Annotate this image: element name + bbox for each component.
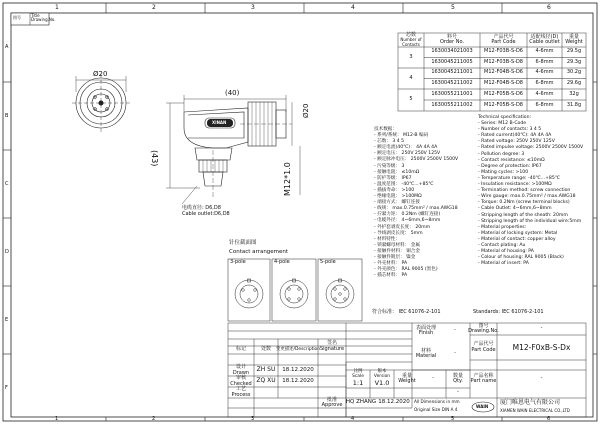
spec-line: - 接触电阻： ≤10mΩ [374, 169, 420, 175]
table-row-part: M12-F05B-S-D8 [484, 101, 523, 108]
pin-label-4-pole: 4-pole [274, 259, 290, 265]
part-name-label-en: Part name [470, 378, 497, 384]
zone-label-bottom-4: 4 [351, 416, 355, 422]
spec-line: - Degree of protection: IP67 [478, 163, 542, 169]
header-contacts-en: Number of Contacts [400, 37, 422, 47]
table-row-weight: 29.3g [566, 58, 582, 65]
spec-line: - Rated current(40℃): 4A 4A 4A [478, 133, 552, 139]
header-weight-cn: 重量 [568, 33, 579, 40]
header-order-no [424, 33, 480, 47]
drawn-date: 18.12.2020 [282, 366, 314, 373]
header-order-no-en: Order No. [439, 39, 465, 45]
thread-dim: M12*1.0 [283, 162, 292, 196]
spec-line: - Material of locking system: Metal [478, 230, 558, 236]
spec-line: - Series: M12 B-Code [478, 121, 527, 127]
zone-label-top-4: 4 [351, 4, 355, 11]
spec-cn-block [374, 127, 458, 279]
height-dim: (43) [150, 150, 159, 167]
process-label [228, 387, 254, 398]
spec-line: - Material of housing: PA [478, 249, 534, 255]
spec-line: - Stripping length of the individual wire:5mm [478, 218, 582, 224]
corner-title-label-cn: 图号 [13, 15, 21, 20]
zone-label-top-3: 3 [251, 4, 255, 11]
rev-mark-header: 标记 [235, 346, 246, 353]
header-contacts-cn: 芯数 [405, 32, 416, 39]
header-contacts [398, 33, 424, 47]
checked-label-cn: 审核 [235, 375, 246, 382]
table-row-weight: 30.2g [566, 69, 582, 76]
qty-label [446, 370, 470, 388]
part-name-label-cn: 产品名称 [473, 372, 494, 379]
version-label [370, 370, 394, 379]
table-row-order: 1630055211001 [431, 90, 473, 97]
spec-line: - Cable Outlet: 4~6mm,6~8mm [478, 206, 552, 212]
pin-arrangement-title: Contact arrangement [229, 249, 289, 255]
table-row-order: 1630034021003 [431, 48, 473, 55]
version-label-en: Version [373, 373, 391, 379]
contacts-group-3: 3 [409, 53, 413, 60]
qty-label-en: Qty. [453, 378, 463, 384]
table-row-cable: 4-6mm [535, 48, 554, 55]
scale-label-cn: 比例 [353, 368, 363, 374]
front-diameter-dim: Ø20 [93, 70, 108, 78]
brand-mark: XINAN [212, 120, 227, 125]
drawn-label-en: Drawn [232, 369, 250, 376]
weight-label-cn: 重量 [401, 372, 412, 379]
pin-arrangement-title-cn: 针位截面图 [229, 240, 257, 246]
spec-line: - Colour of housing: RAL 9005 (Black) [478, 255, 564, 261]
spec-line: - 外壳颜色： RAL 9005 (黑色) [374, 267, 438, 273]
header-part-code-cn: 产品代号 [493, 33, 514, 40]
pin-diagrams [228, 259, 362, 321]
approve-name: HQ ZHANG [345, 399, 377, 406]
spec-line: - Material of insert: PA [478, 261, 529, 267]
spec-line: - 拧紧力矩： 0.2Nm (螺钉连接) [374, 212, 441, 218]
table-row-cable: 4-6mm [535, 69, 554, 76]
zone-label-top-2: 2 [152, 4, 156, 11]
pin-label-3-pole: 3-pole [230, 259, 246, 265]
side-letter-a: A [5, 44, 9, 50]
approve-date: 18.12.2020 [378, 399, 410, 406]
spec-line: - 污染等级： 3 [374, 163, 405, 169]
spec-cn-heading: 技术数据： [374, 127, 397, 132]
table-row-cable: 6-8mm [535, 58, 554, 65]
spec-line: - Pollution degree: 3 [478, 151, 525, 157]
material-label-cn: 材料 [420, 347, 431, 354]
qty-value: - [457, 389, 459, 396]
rev-signature-cn: 签名 [326, 340, 337, 347]
side-letter-e: E [5, 317, 9, 323]
table-row-order: 1630045211001 [431, 69, 473, 76]
spec-line: - Termination method: screw connection [478, 188, 571, 194]
side-view [166, 95, 300, 204]
spec-line: - 额定脉冲电压： 2500V 2500V 1500V [374, 157, 459, 163]
material-label [412, 346, 440, 362]
spec-line: - 接触件镀层： 镍金 [374, 254, 416, 260]
table-row-weight: 29.6g [566, 79, 582, 86]
zone-label-top-1: 1 [55, 4, 59, 11]
spec-line: - Stripping length of the sheath: 20mm [478, 212, 568, 218]
contacts-group-5: 5 [409, 96, 413, 103]
company-name-cn: 厦门唯恩电气有限公司 [500, 399, 561, 406]
spec-line: - 线规： max.0.75mm² / max.AWG18 [374, 206, 458, 212]
checked-label-en: Checked [230, 380, 252, 387]
drawing-no-label-cn: 图号 [478, 322, 489, 329]
cable-outlet-label: Cable outlet:D6,D8 [182, 211, 230, 217]
spec-line: - 外壳材料： PA [374, 261, 408, 267]
front-view [72, 74, 130, 132]
header-order-no-cn: 料号 [446, 33, 457, 40]
process-label-en: Process [231, 391, 251, 398]
table-row-weight: 29.5g [566, 48, 582, 55]
scale-label [346, 370, 370, 379]
spec-line: - 插芯材料： PA [374, 273, 408, 279]
spec-line: - Torque: 0.2Nm (screw terminal blocks) [478, 200, 570, 206]
weight-value: - [432, 375, 434, 382]
spec-line: - 额定电流(40℃)： 4A 4A 4A [374, 145, 438, 151]
weight-label-en: Weight [398, 378, 416, 384]
header-part-code-en: Part Code [491, 39, 516, 45]
checked-name: ZQ XU [256, 377, 276, 385]
zone-label-bottom-3: 3 [251, 416, 255, 422]
material-value: - [454, 350, 456, 357]
table-row-order: 1630045211005 [431, 58, 473, 65]
corner-title-label: Title Drawing.No. [31, 13, 56, 23]
spec-line: - 材料特性： [374, 236, 401, 242]
part-code-value: M12-F0xB-S-Dx [512, 342, 571, 352]
drawn-label-cn: 设计 [235, 364, 246, 371]
header-part-code [480, 33, 527, 47]
scale-label-en: Scale [352, 373, 364, 379]
contacts-group-4: 4 [409, 74, 413, 81]
spec-line: - 芯数： 3 4 5 [374, 139, 405, 145]
finish-label-en: Finish [418, 330, 434, 336]
spec-line: - 外护套剥皮长度： 20mm [374, 224, 431, 230]
sheet-note: Original Size DIN A 4 [414, 407, 458, 412]
approve-label-cn: 批准 [326, 396, 337, 403]
spec-line: - 导线剥皮长度： 5mm [374, 230, 423, 236]
spec-en-block [478, 115, 583, 267]
spec-en-heading: Technical specification: [478, 115, 532, 120]
part-code-label-en: Part Code [471, 346, 496, 353]
table-row-cable: 6-8mm [535, 101, 554, 108]
side-letter-c: C [5, 181, 9, 187]
rev-description-header: 变更描述/Description [275, 346, 321, 352]
zone-label-bottom-6: 6 [547, 416, 551, 422]
table-row-cable: 4-6mm [535, 90, 554, 97]
rev-signature-en: Signature [319, 345, 345, 352]
spec-line: - Material properties: [478, 224, 527, 230]
company-logo: WAIN [476, 404, 489, 409]
spec-line: - Material of contact: copper alloy [478, 236, 556, 242]
side-letter-d: D [5, 249, 9, 255]
side-letter-b: B [5, 113, 9, 119]
pin-label-5-pole: 5-pole [320, 259, 336, 265]
zone-label-bottom-5: 5 [451, 416, 455, 422]
version-value: V1.0 [374, 379, 390, 388]
finish-label [412, 323, 440, 339]
qty-label-cn: 数量 [452, 372, 463, 379]
part-code-label-cn: 产品代号 [473, 341, 494, 348]
finish-label-cn: 表面处理 [415, 324, 436, 331]
approve-label-en: Approve [321, 402, 343, 408]
finish-value: - [454, 327, 456, 334]
side-diameter-dim: Ø20 [302, 103, 310, 118]
side-letter-f: F [5, 385, 8, 391]
header-weight [562, 33, 586, 47]
spec-line: - 系列/系统： M12-B 编码 [374, 133, 429, 139]
table-row-part: M12-F03B-S-D8 [484, 58, 523, 65]
zone-label-top-6: 6 [547, 4, 551, 11]
table-row-cable: 6-8mm [535, 79, 554, 86]
spec-line: - Rated voltage: 250V 250V 125V [478, 139, 555, 145]
part-name-value: - [540, 375, 543, 382]
drawing-no-value: - [540, 325, 543, 332]
table-row-weight: 32g [569, 90, 579, 97]
header-cable-outlet-cn: 适配线径(D) [530, 33, 559, 40]
approve-label [318, 398, 346, 408]
header-cable-outlet [527, 33, 562, 47]
zone-label-bottom-2: 2 [152, 416, 156, 422]
table-row-order: 1630045211002 [431, 79, 473, 86]
spec-line: - 插拔寿命： >100 [374, 187, 415, 193]
drawing-no-label [470, 323, 497, 335]
scale-value: 1:1 [352, 379, 364, 388]
rev-count-header: 处数 [260, 346, 271, 353]
checked-date: 18.12.2020 [282, 377, 314, 384]
part-name-label [470, 360, 497, 398]
rev-signature-header [318, 339, 346, 354]
header-weight-en: Weight [565, 39, 583, 45]
drawn-name: ZH SU [256, 366, 276, 374]
material-label-en: Material [415, 353, 437, 359]
spec-line: - 锁紧螺母材料： 金属 [374, 242, 420, 248]
table-row-part: M12-F04B-S-D8 [484, 79, 523, 86]
drawing-no-label-en: Drawing.No. [468, 328, 499, 334]
length-dim: (40) [225, 89, 240, 97]
zone-label-bottom-1: 1 [55, 416, 59, 422]
company-name-en: XIAMEN WAIN ELECTRICAL CO.,LTD [500, 408, 570, 413]
spec-line: - Wire gauge: max.0.75mm² / max.AWG18 [478, 194, 576, 200]
spec-line: - 额定电压： 250V 250V 125V [374, 151, 441, 157]
table-row-order: 1630055211002 [431, 101, 473, 108]
spec-line: - 温度范围： -40℃...+85℃ [374, 181, 434, 187]
spec-line: - Insulation resistance: >100MΩ [478, 182, 552, 188]
table-row-part: M12-F05B-S-D6 [484, 90, 523, 97]
table-row-weight: 31.8g [566, 101, 582, 108]
spec-line: - 接触件材料： 铜合金 [374, 248, 420, 254]
spec-line: - 防护等级： IP67 [374, 175, 412, 181]
part-code-label [470, 335, 497, 360]
spec-line: - Temperature range: -40℃...+85℃ [478, 175, 560, 181]
version-label-cn: 版本 [377, 368, 387, 374]
spec-line: - Contact resistance: ≤10mΩ [478, 157, 545, 163]
header-cable-outlet-en: Cable outlet [529, 39, 560, 45]
table-row-part: M12-F03B-S-D6 [484, 48, 523, 55]
zone-label-top-5: 5 [451, 4, 455, 11]
table-row-part: M12-F04B-S-D6 [484, 69, 523, 76]
spec-cn-standard: 符合标准： IEC 61076-2-101 [372, 309, 441, 315]
spec-line: - Mating cycles: >100 [478, 169, 529, 175]
weight-label [394, 370, 420, 388]
spec-en-standard: Standards: IEC 61076-2-101 [473, 309, 544, 315]
process-label-cn: 工艺 [235, 386, 246, 393]
spec-line: - Contact plating: Au [478, 242, 526, 248]
spec-line: - 端接方式： 螺钉连接 [374, 200, 420, 206]
dims-note: All Dimensions in mm [414, 399, 460, 404]
spec-line: - 绝缘电阻： >100MΩ [374, 194, 422, 200]
spec-line: - 电缆外径： 4~6mm,6~8mm [374, 218, 441, 224]
spec-line: - Rated impulse voltage: 2500V 2500V 1500V [478, 145, 584, 151]
spec-line: - Number of contacts: 3 4 5 [478, 127, 542, 133]
cable-outlet-label-cn: 电缆直径: D6,D8 [182, 205, 221, 211]
